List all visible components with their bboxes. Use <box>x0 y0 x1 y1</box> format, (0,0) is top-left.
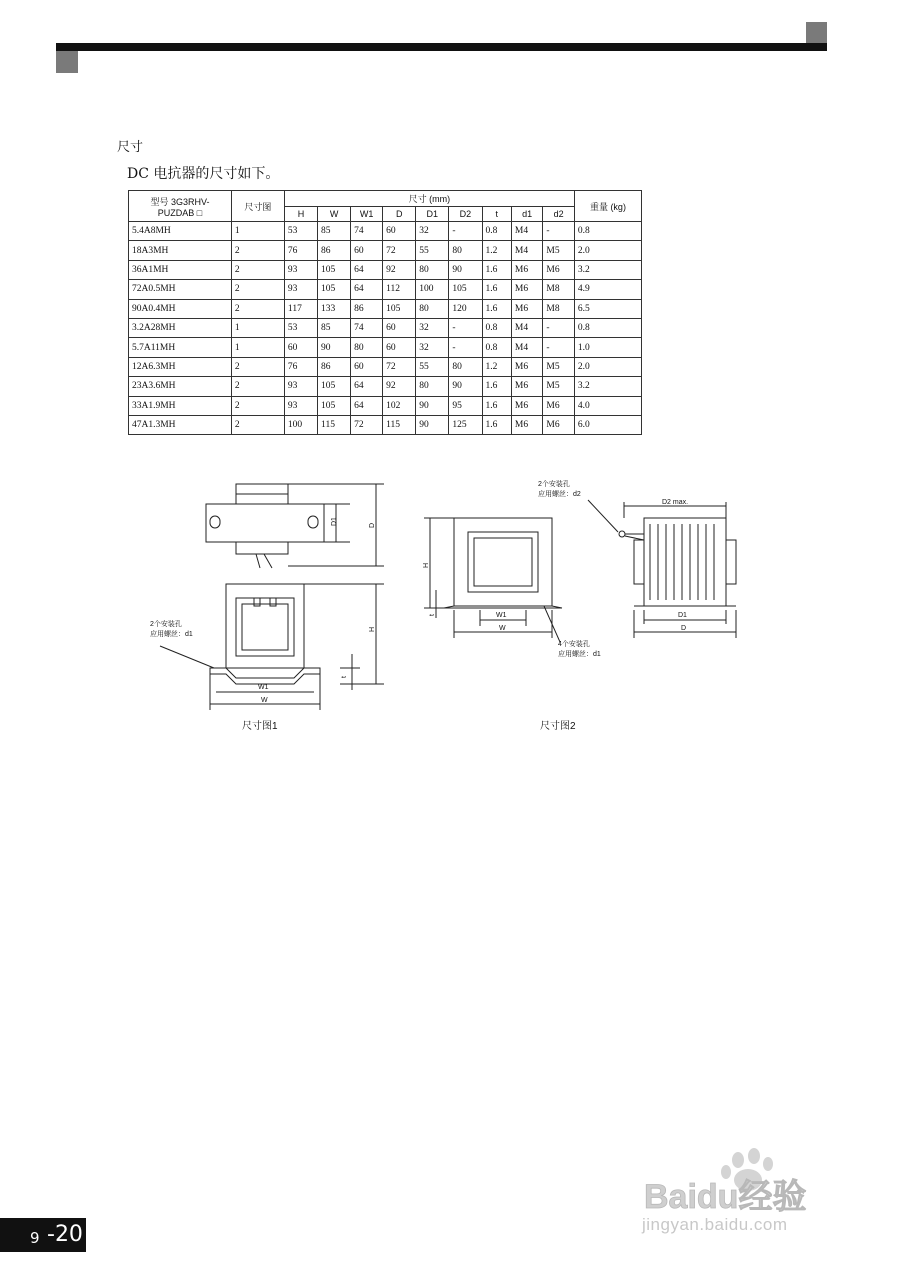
label-fig1-t: t <box>341 676 348 678</box>
header-model-line1: 型号 3G3RHV- <box>150 196 210 207</box>
table-cell: 32 <box>416 318 449 337</box>
table-cell: 115 <box>318 415 351 434</box>
header-dim-col: D1 <box>416 206 449 222</box>
table-cell: 95 <box>449 396 482 415</box>
table-cell: 0.8 <box>482 338 511 357</box>
table-cell: M6 <box>543 260 574 279</box>
table-cell: 6.5 <box>574 299 641 318</box>
table-cell: 105 <box>318 260 351 279</box>
table-cell: 105 <box>318 396 351 415</box>
table-cell: 12A6.3MH <box>129 357 232 376</box>
table-cell: 32 <box>416 222 449 241</box>
table-cell: 0.8 <box>482 318 511 337</box>
header-dim-col: H <box>284 206 317 222</box>
table-row <box>129 357 642 376</box>
table-cell: 105 <box>318 377 351 396</box>
table-cell: 92 <box>383 377 416 396</box>
table-cell: - <box>543 318 574 337</box>
table-cell: 5.7A11MH <box>129 338 232 357</box>
table-cell: 80 <box>416 260 449 279</box>
table-cell: 1.2 <box>482 357 511 376</box>
table-row <box>129 415 642 434</box>
table-cell: 100 <box>416 280 449 299</box>
table-cell: 32 <box>416 338 449 357</box>
page-chapter: 9 <box>30 1229 40 1247</box>
label-fig2-D: D <box>681 625 687 632</box>
table-cell: 36A1MH <box>129 260 232 279</box>
table-cell: 0.8 <box>482 222 511 241</box>
table-cell: 2 <box>231 299 284 318</box>
table-cell: M6 <box>543 396 574 415</box>
table-cell: 72 <box>383 357 416 376</box>
dimension-table <box>128 190 642 435</box>
table-cell: 3.2 <box>574 260 641 279</box>
table-row <box>129 396 642 415</box>
table-cell: 33A1.9MH <box>129 396 232 415</box>
table-cell: M6 <box>511 396 542 415</box>
table-cell: 86 <box>318 357 351 376</box>
table-cell: 1.6 <box>482 377 511 396</box>
table-cell: - <box>449 338 482 357</box>
table-cell: 112 <box>383 280 416 299</box>
fig2-note-top-line2: 应用螺丝：d2 <box>538 491 581 498</box>
label-fig1-D: D <box>369 522 376 528</box>
table-cell: 2 <box>231 260 284 279</box>
header-model-line2: PUZDAB □ <box>157 207 203 218</box>
table-cell: 18A3MH <box>129 241 232 260</box>
header-dim-col: W <box>318 206 351 222</box>
table-cell: 0.8 <box>574 222 641 241</box>
table-cell: 74 <box>351 318 383 337</box>
table-cell: 3.2A28MH <box>129 318 232 337</box>
table-cell: 93 <box>284 260 317 279</box>
table-cell: - <box>449 318 482 337</box>
table-cell: 0.8 <box>574 318 641 337</box>
fig2-note-bottom-line1: 4个安装孔 <box>558 641 590 648</box>
header-dim-col: D2 <box>449 206 482 222</box>
table-cell: 86 <box>351 299 383 318</box>
table-cell: - <box>543 222 574 241</box>
table-cell: 2 <box>231 280 284 299</box>
table-cell: 55 <box>416 357 449 376</box>
table-row <box>129 377 642 396</box>
table-cell: M4 <box>511 318 542 337</box>
table-cell: 72A0.5MH <box>129 280 232 299</box>
table-cell: M6 <box>511 280 542 299</box>
table-cell: M8 <box>543 299 574 318</box>
label-fig1-H: H <box>369 626 376 632</box>
table-cell: 60 <box>351 241 383 260</box>
table-cell: 64 <box>351 377 383 396</box>
table-cell: 92 <box>383 260 416 279</box>
label-fig2-t: t <box>429 614 436 616</box>
table-cell: 93 <box>284 377 317 396</box>
table-cell: 133 <box>318 299 351 318</box>
table-cell: 6.0 <box>574 415 641 434</box>
fig2-caption: 尺寸图2 <box>540 721 576 732</box>
table-cell: 47A1.3MH <box>129 415 232 434</box>
table-cell: 105 <box>318 280 351 299</box>
fig1-top-view <box>206 484 384 568</box>
table-cell: 2 <box>231 377 284 396</box>
fig2-note-top-line1: 2个安装孔 <box>538 481 570 488</box>
table-cell: 64 <box>351 396 383 415</box>
table-cell: M6 <box>511 377 542 396</box>
watermark-brand: Baidu经验 <box>644 1178 807 1216</box>
table-cell: 1 <box>231 338 284 357</box>
table-cell: 115 <box>383 415 416 434</box>
table-cell: 80 <box>416 377 449 396</box>
table-cell: 76 <box>284 241 317 260</box>
table-cell: 2 <box>231 396 284 415</box>
header-rule <box>56 43 827 51</box>
table-cell: 90 <box>318 338 351 357</box>
header-dim-col: t <box>482 206 511 222</box>
table-cell: M6 <box>511 357 542 376</box>
table-cell: 93 <box>284 396 317 415</box>
header-dims: 尺寸 (mm) <box>284 191 574 207</box>
table-cell: 2 <box>231 357 284 376</box>
fig2-side-view <box>588 500 736 638</box>
table-cell: M8 <box>543 280 574 299</box>
table-cell: M4 <box>511 222 542 241</box>
table-cell: M4 <box>511 241 542 260</box>
label-fig2-D1: D1 <box>678 612 687 619</box>
table-cell: 1.6 <box>482 299 511 318</box>
table-cell: 76 <box>284 357 317 376</box>
header-dim-col: D <box>383 206 416 222</box>
table-cell: 100 <box>284 415 317 434</box>
table-cell: 1.6 <box>482 260 511 279</box>
watermark-url: jingyan.baidu.com <box>642 1215 788 1234</box>
header-marker-left <box>56 51 78 73</box>
label-fig1-W1: W1 <box>258 684 269 691</box>
table-cell: 86 <box>318 241 351 260</box>
table-cell: M6 <box>511 299 542 318</box>
table-cell: 90 <box>416 415 449 434</box>
section-title: 尺寸 <box>117 140 144 155</box>
table-cell: 1 <box>231 222 284 241</box>
table-cell: 1.6 <box>482 396 511 415</box>
fig1-front-view <box>160 584 384 710</box>
table-cell: M6 <box>511 260 542 279</box>
table-cell: 5.4A8MH <box>129 222 232 241</box>
table-cell: - <box>449 222 482 241</box>
table-cell: 90A0.4MH <box>129 299 232 318</box>
table-cell: 2 <box>231 241 284 260</box>
table-cell: 60 <box>284 338 317 357</box>
table-cell: 55 <box>416 241 449 260</box>
table-cell: 23A3.6MH <box>129 377 232 396</box>
fig1-note-line1: 2个安装孔 <box>150 621 182 628</box>
intro-text: DC 电抗器的尺寸如下。 <box>127 166 280 182</box>
label-fig2-H: H <box>423 562 430 568</box>
table-cell: 53 <box>284 318 317 337</box>
table-cell: 64 <box>351 280 383 299</box>
table-cell: 60 <box>383 222 416 241</box>
table-cell: 85 <box>318 222 351 241</box>
table-cell: 60 <box>351 357 383 376</box>
table-cell: 1.2 <box>482 241 511 260</box>
header-model <box>129 191 232 222</box>
table-cell: 72 <box>383 241 416 260</box>
table-cell: 120 <box>449 299 482 318</box>
table-cell: M5 <box>543 241 574 260</box>
table-row <box>129 241 642 260</box>
table-cell: 80 <box>449 241 482 260</box>
label-fig2-D2max: D2 max. <box>662 499 689 506</box>
header-dim-col: d1 <box>511 206 542 222</box>
table-cell: 4.0 <box>574 396 641 415</box>
table-cell: M4 <box>511 338 542 357</box>
table-row <box>129 222 642 241</box>
table-cell: 72 <box>351 415 383 434</box>
table-cell: M5 <box>543 377 574 396</box>
table-cell: 64 <box>351 260 383 279</box>
table-cell: 1.6 <box>482 415 511 434</box>
table-cell: 60 <box>383 338 416 357</box>
table-cell: 105 <box>449 280 482 299</box>
table-cell: 125 <box>449 415 482 434</box>
table-cell: 80 <box>449 357 482 376</box>
page-number-box <box>0 1218 86 1252</box>
table-cell: 60 <box>383 318 416 337</box>
table-cell: 85 <box>318 318 351 337</box>
fig1-caption: 尺寸图1 <box>242 721 278 732</box>
table-cell: 80 <box>416 299 449 318</box>
table-cell: 1.0 <box>574 338 641 357</box>
table-row <box>129 318 642 337</box>
table-cell: 2 <box>231 415 284 434</box>
table-cell: 90 <box>449 260 482 279</box>
table-cell: 80 <box>351 338 383 357</box>
table-cell: 90 <box>416 396 449 415</box>
table-row <box>129 260 642 279</box>
table-cell: 102 <box>383 396 416 415</box>
table-cell: 4.9 <box>574 280 641 299</box>
dimension-drawings <box>140 478 760 738</box>
table-cell: - <box>543 338 574 357</box>
table-cell: 74 <box>351 222 383 241</box>
table-cell: M5 <box>543 357 574 376</box>
header-dim-col: d2 <box>543 206 574 222</box>
table-cell: 117 <box>284 299 317 318</box>
table-cell: 93 <box>284 280 317 299</box>
table-row <box>129 280 642 299</box>
table-cell: 53 <box>284 222 317 241</box>
table-cell: 90 <box>449 377 482 396</box>
table-cell: 1 <box>231 318 284 337</box>
fig2-front-view <box>424 518 562 642</box>
table-cell: 2.0 <box>574 241 641 260</box>
header-dim-col: W1 <box>351 206 383 222</box>
header-marker-right <box>806 22 827 43</box>
table-cell: 105 <box>383 299 416 318</box>
table-cell: 3.2 <box>574 377 641 396</box>
header-fig: 尺寸图 <box>231 191 284 222</box>
fig2-note-bottom-line2: 应用螺丝：d1 <box>558 651 601 658</box>
table-row <box>129 338 642 357</box>
fig1-note-line2: 应用螺丝：d1 <box>150 631 193 638</box>
label-fig1-D1: D1 <box>331 517 338 526</box>
table-row <box>129 299 642 318</box>
label-fig2-W1: W1 <box>496 612 507 619</box>
header-weight: 重量 (kg) <box>574 191 641 222</box>
table-cell: 2.0 <box>574 357 641 376</box>
table-cell: 1.6 <box>482 280 511 299</box>
page-number: -20 <box>47 1222 83 1247</box>
label-fig2-W: W <box>499 625 506 632</box>
label-fig1-W: W <box>261 697 268 704</box>
table-cell: M6 <box>543 415 574 434</box>
table-cell: M6 <box>511 415 542 434</box>
